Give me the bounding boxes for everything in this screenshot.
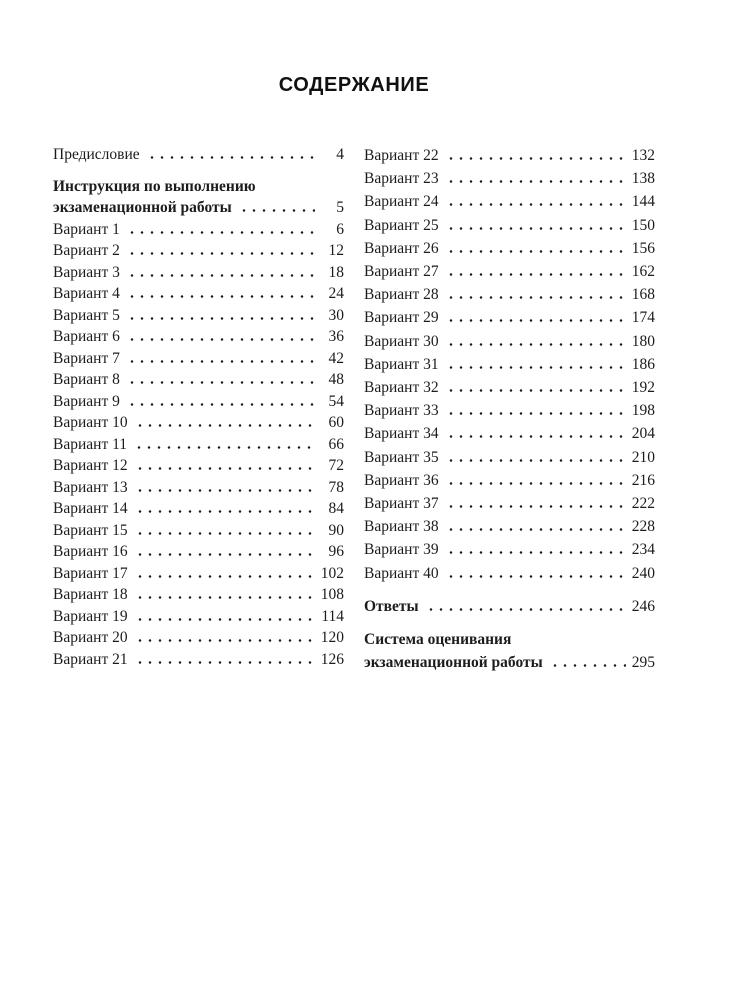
toc-entry [364,190,655,213]
toc-entry [364,167,655,190]
toc-entry-page: 72 [328,457,344,474]
toc-entry-page: 126 [320,650,344,668]
toc-entry [53,584,344,606]
toc-entry [364,306,655,329]
toc-entry-page: 210 [631,448,655,466]
toc-entry-label: Вариант 17 [53,564,128,582]
toc-leader-dots [135,424,315,427]
toc-column-left [53,144,344,674]
toc-entry-row [53,240,344,262]
toc-entry-page: 192 [631,379,655,397]
toc-entry-row [364,651,655,674]
toc-entry [364,353,655,376]
toc-entry-page: 168 [631,286,655,304]
toc-entry [53,391,344,413]
toc-entry-row [364,214,655,237]
toc-entry-label: Вариант 35 [364,448,439,466]
toc-entry-row [53,541,344,563]
toc-entry-label: Вариант 2 [53,242,120,259]
toc-entry [53,455,344,477]
toc-entry-label: Вариант 30 [364,332,439,350]
toc-entry-page: 36 [328,328,344,345]
toc-entry [364,562,655,585]
toc-leader-dots [446,250,626,253]
toc-entry [53,144,344,166]
toc-leader-dots [446,319,626,322]
page-title: СОДЕРЖАНИЕ [278,74,430,96]
toc-entry-label: Вариант 16 [53,543,128,560]
toc-entry [53,176,344,219]
toc-entry [364,628,655,674]
toc-entry-page: 138 [631,170,655,188]
toc-entry-page: 30 [328,306,344,324]
toc-entry-label: Вариант 14 [53,500,128,517]
toc-entry-page: 156 [631,239,655,257]
toc-leader-dots [550,664,626,667]
toc-leader-dots [135,661,315,664]
toc-entry-page: 96 [328,543,344,560]
toc-entry-row [364,538,655,561]
toc-entry-label: Вариант 31 [364,355,439,373]
toc-entry-page: 216 [631,471,655,489]
toc-entry-label: Вариант 8 [53,371,120,388]
toc-leader-dots [127,381,315,384]
toc-entry-label: Вариант 37 [364,495,439,513]
toc-entry [53,369,344,391]
toc-entry-row [53,455,344,477]
toc-entry-row [364,515,655,538]
toc-entry-row [53,197,344,219]
toc-entry [364,214,655,237]
toc-entry-page: 66 [328,435,344,453]
toc-entry-label: Вариант 12 [53,457,128,474]
toc-entry-row [364,595,655,618]
toc-leader-dots [135,467,315,470]
toc-entry-label: Вариант 33 [364,402,439,420]
toc-entry-label: Вариант 40 [364,564,439,582]
toc-entry [364,376,655,399]
toc-leader-dots [135,575,315,578]
toc-entry [53,520,344,542]
toc-leader-dots [446,435,626,438]
toc-entry-row [53,283,344,305]
toc-entry-row [364,446,655,469]
toc-entry-label: Вариант 20 [53,629,128,646]
toc-entry-row [53,305,344,327]
toc-leader-dots [147,156,315,159]
toc-entry-row [364,283,655,306]
toc-leader-dots [446,366,626,369]
toc-entry-page: 114 [321,607,344,625]
toc-entry [364,469,655,492]
toc-entry [53,219,344,241]
toc-entry-label: Вариант 15 [53,521,128,539]
toc-entry [364,144,655,167]
toc-entry [53,262,344,284]
toc-entry-label: Вариант 18 [53,586,128,603]
toc-entry [53,305,344,327]
toc-entry-page: 120 [320,629,344,646]
toc-entry-page: 240 [631,564,655,582]
toc-entry-row [364,330,655,353]
toc-columns [53,144,655,674]
toc-entry-page: 222 [631,495,655,513]
toc-leader-dots [446,528,626,531]
toc-leader-dots [446,157,626,160]
toc-entry [364,422,655,445]
toc-entry [53,498,344,520]
toc-entry [53,563,344,585]
toc-entry-row [364,492,655,515]
toc-entry-label: Вариант 23 [364,170,439,188]
toc-entry-label: Вариант 34 [364,425,439,443]
toc-entry-page: 174 [631,309,655,327]
toc-entry-label: Вариант 3 [53,263,120,281]
toc-entry-label: экзаменационной работы [53,199,232,216]
toc-leader-dots [127,338,315,341]
toc-entry-label: Предисловие [53,146,140,163]
toc-entry [364,492,655,515]
toc-entry [364,399,655,422]
toc-entry-row [53,520,344,542]
toc-entry-page: 102 [320,564,344,582]
toc-entry-page: 4 [336,146,344,163]
toc-entry-page: 295 [631,654,655,672]
toc-entry-page: 48 [328,371,344,388]
toc-leader-dots [134,446,315,449]
toc-entry [53,606,344,628]
toc-entry-label: Вариант 1 [53,220,120,238]
toc-entry [53,412,344,434]
toc-entry-label: Ответы [364,597,419,615]
toc-entry-row [53,412,344,434]
toc-entry-label: Вариант 5 [53,306,120,324]
toc-entry-label: Вариант 4 [53,285,120,302]
toc-entry [364,515,655,538]
toc-entry-label: Вариант 26 [364,239,439,257]
toc-leader-dots [446,412,626,415]
toc-leader-dots [127,317,315,320]
toc-leader-dots [127,231,315,234]
toc-entry-row [53,627,344,649]
toc-entry [364,330,655,353]
toc-entry-label: Вариант 13 [53,478,128,496]
toc-entry-label: Вариант 38 [364,518,439,536]
toc-entry-page: 144 [631,193,655,211]
toc-entry-label: Вариант 11 [53,435,128,453]
toc-entry-row [364,237,655,260]
toc-leader-dots [446,273,626,276]
toc-entry-label: Вариант 6 [53,328,120,345]
toc-entry [53,348,344,370]
toc-leader-dots [426,608,626,611]
toc-leader-dots [127,360,315,363]
toc-entry-row [364,376,655,399]
toc-leader-dots [446,180,626,183]
toc-entry-label: Вариант 10 [53,414,128,431]
toc-entry-row [364,399,655,422]
toc-leader-dots [135,532,315,535]
toc-entry-row [53,219,344,241]
toc-entry-label: Вариант 25 [364,216,439,234]
toc-entry-row [364,353,655,376]
toc-leader-dots [446,343,626,346]
toc-entry-label: Вариант 39 [364,541,439,559]
toc-entry-label: Вариант 24 [364,193,439,211]
toc-entry-label-line1: Система оценивания [364,631,512,649]
toc-leader-dots [127,274,315,277]
toc-entry-label: Вариант 22 [364,147,439,164]
toc-entry-page: 228 [631,518,655,536]
toc-entry-row [364,190,655,213]
toc-entry-page: 78 [328,478,344,496]
toc-entry-page: 6 [336,220,344,238]
toc-entry [364,446,655,469]
toc-entry-page: 54 [328,392,344,410]
toc-entry [53,627,344,649]
toc-entry-label: Вариант 21 [53,650,128,668]
toc-leader-dots [446,575,626,578]
toc-entry-page: 132 [631,147,655,164]
toc-entry-page: 150 [631,216,655,234]
toc-entry-page: 108 [320,586,344,603]
toc-entry-label: Вариант 27 [364,263,439,281]
toc-leader-dots [135,618,315,621]
toc-entry-page: 162 [631,263,655,281]
toc-entry-row [53,563,344,585]
toc-entry-label: Вариант 9 [53,392,120,410]
toc-entry-row [364,422,655,445]
toc-leader-dots [135,639,315,642]
toc-entry [364,283,655,306]
toc-entry-row [364,167,655,190]
toc-column-right [364,144,655,674]
toc-entry-page: 24 [328,285,344,302]
toc-leader-dots [446,482,626,485]
toc-leader-dots [127,252,315,255]
toc-entry [53,434,344,456]
toc-entry-row [364,144,655,167]
toc-entry [53,477,344,499]
toc-entry [364,260,655,283]
toc-entry-label: Вариант 7 [53,349,120,367]
toc-entry-row [53,649,344,671]
toc-entry-page: 84 [328,500,344,517]
toc-leader-dots [446,227,626,230]
toc-leader-dots [446,203,626,206]
toc-leader-dots [446,459,626,462]
toc-entry-page: 204 [631,425,655,443]
toc-entry-page: 198 [631,402,655,420]
toc-leader-dots [446,551,626,554]
toc-leader-dots [127,403,315,406]
toc-entry-label-line1: Инструкция по выполнению [53,177,256,195]
toc-entry-row [53,434,344,456]
toc-entry-page: 5 [336,199,344,216]
toc-entry-label: Вариант 36 [364,471,439,489]
toc-entry [364,595,655,618]
toc-entry-row [53,144,344,166]
toc-entry [53,240,344,262]
toc-entry-label: Вариант 32 [364,379,439,397]
toc-entry [53,649,344,671]
toc-entry-page: 246 [631,597,655,615]
toc-entry-page: 234 [631,541,655,559]
toc-entry [53,283,344,305]
toc-entry [364,237,655,260]
toc-entry-label: Вариант 19 [53,607,128,625]
toc-entry-row [364,562,655,585]
toc-entry-page: 90 [328,521,344,539]
toc-entry-label: Вариант 29 [364,309,439,327]
toc-leader-dots [239,209,315,212]
toc-entry-label: Вариант 28 [364,286,439,304]
toc-entry-row [53,584,344,606]
toc-entry-row [53,606,344,628]
toc-entry-page: 12 [328,242,344,259]
toc-entry-row [53,348,344,370]
toc-entry-page: 60 [328,414,344,431]
toc-entry [364,538,655,561]
toc-entry-row [53,369,344,391]
toc-entry-row [53,391,344,413]
toc-leader-dots [127,295,315,298]
toc-entry-row [53,262,344,284]
toc-entry-page: 42 [328,349,344,367]
toc-leader-dots [446,505,626,508]
toc-entry-page: 186 [631,355,655,373]
toc-entry-page: 18 [328,263,344,281]
toc-leader-dots [446,389,626,392]
toc-leader-dots [135,596,315,599]
toc-entry-row [53,498,344,520]
toc-leader-dots [135,553,315,556]
toc-entry [53,326,344,348]
toc-entry-row [364,469,655,492]
toc-entry-row [53,326,344,348]
toc-leader-dots [135,489,315,492]
toc-leader-dots [446,296,626,299]
toc-entry-page: 180 [631,332,655,350]
toc-entry-row [53,477,344,499]
toc-entry-label: экзаменационной работы [364,654,543,672]
toc-entry [53,541,344,563]
toc-leader-dots [135,510,315,513]
toc-entry-row [364,306,655,329]
toc-entry-row [364,260,655,283]
